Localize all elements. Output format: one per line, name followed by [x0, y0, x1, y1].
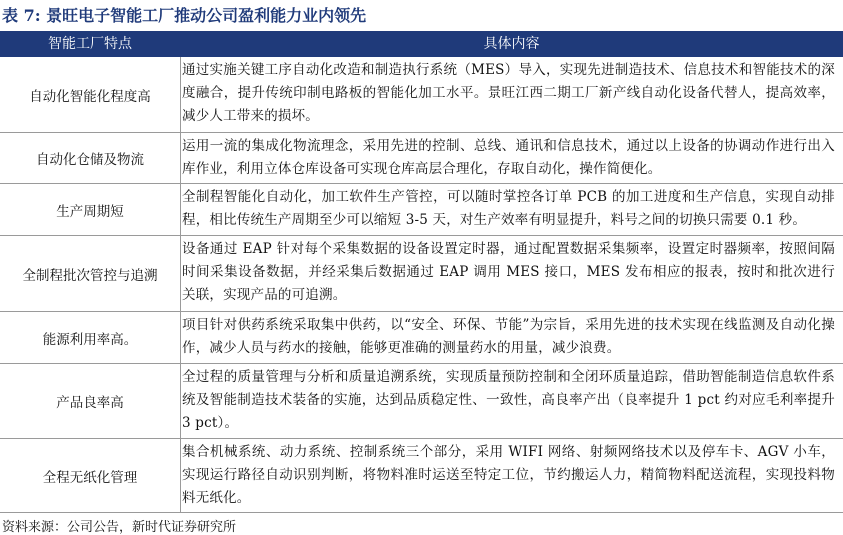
row-content: 通过实施关键工序自动化改造和制造执行系统（MES）导入，实现先进制造技术、信息技术和智能技术的深度融合，提升传统印制电路板的智能化加工水平。景旺江西二期工厂新产线自动化设备代替人，提高效率，减少人工带来的损坏。: [182, 62, 835, 124]
row-content: 设备通过 EAP 针对每个采集数据的设备设置定时器，通过配置数据采集频率，设置定时器频率，按照间隔时间采集设备数据，并经采集后数据通过 EAP 调用 MES 接口，MES 发布相应的报表，按时和批次进行关联，实现产品的可追溯。: [182, 241, 835, 303]
table-row: [0, 439, 843, 513]
source-note: 资料来源：公司公告，新时代证券研究所: [2, 520, 237, 535]
table-header: [0, 31, 843, 57]
column-divider: [180, 57, 181, 512]
row-feature: 全制程批次管控与追溯: [22, 267, 158, 284]
table-row: [0, 57, 843, 133]
row-content: 项目针对供药系统采取集中供药，以“安全、环保、节能”为宗旨，采用先进的技术实现在线监测及自动化操作，减少人员与药水的接触，能够更准确的测量药水的用量，减少浪费。: [182, 317, 835, 356]
row-content: 集合机械系统、动力系统、控制系统三个部分，采用 WIFI 网络、射频网络技术以及停车卡、AGV 小车，实现运行路径自动识别判断，将物料准时运送至特定工位，节约搬运人力，精简物料配送流程，实现投料物料无纸化。: [182, 444, 835, 506]
row-content: 全过程的质量管理与分析和质量追溯系统，实现质量预防控制和全闭环质量追踪，借助智能制造信息软件系统及智能制造技术装备的实施，达到品质稳定性、一致性，高良率产出（良率提升 1 pct 约对应毛利率提升 3 pct）。: [182, 369, 835, 431]
table-row: [0, 133, 843, 184]
row-content: 运用一流的集成化物流理念，采用先进的控制、总线、通讯和信息技术，通过以上设备的协调动作进行出入库作业，利用立体仓库设备可实现仓库高层合理化，存取自动化，操作简便化。: [182, 138, 835, 177]
row-feature: 生产周期短: [56, 203, 124, 220]
table-row: [0, 236, 843, 312]
table-row: [0, 312, 843, 364]
row-feature: 全程无纸化管理: [42, 469, 138, 486]
header-feature: 智能工厂特点: [48, 36, 132, 52]
header-content: 具体内容: [483, 36, 540, 52]
row-feature: 自动化仓储及物流: [36, 152, 144, 168]
table-title: 表 7: 景旺电子智能工厂推动公司盈利能力业内领先: [2, 6, 367, 25]
row-feature: 产品良率高: [56, 395, 124, 411]
row-content: 全制程智能化自动化，加工软件生产管控，可以随时掌控各订单 PCB 的加工进度和生产信息，实现自动排程，相比传统生产周期至少可以缩短 3-5 天，对生产效率有明显提升，料号之间的切换只需要 0.1 秒。: [182, 189, 835, 228]
row-feature: 自动化智能化程度高: [29, 88, 151, 105]
table-row: [0, 184, 843, 236]
row-feature: 能源利用率高。: [42, 331, 138, 348]
table-row: [0, 364, 843, 439]
